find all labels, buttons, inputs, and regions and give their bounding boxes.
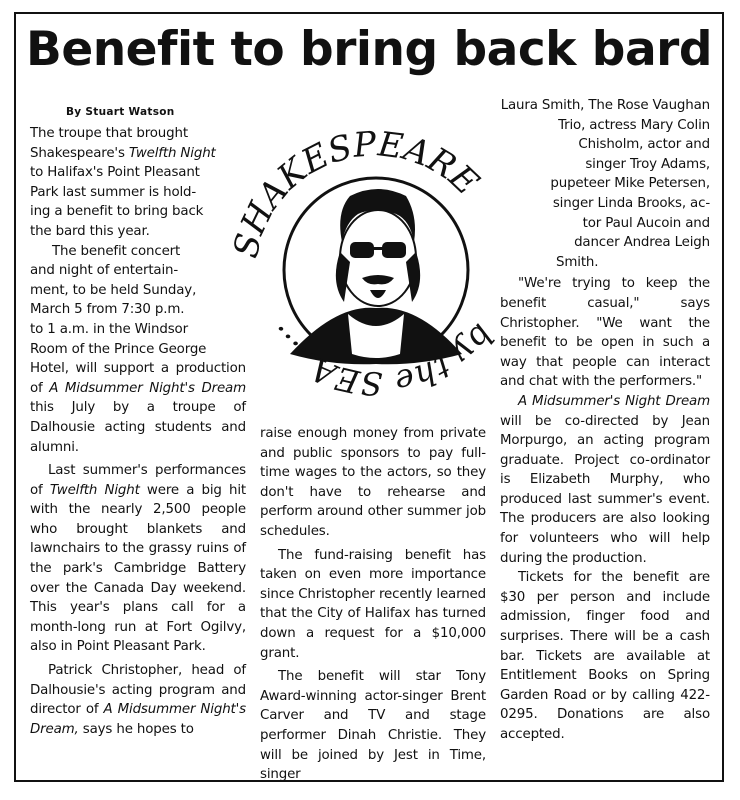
byline: By Stuart Watson <box>66 106 175 118</box>
col3-line: Trio, actress Mary Colin <box>558 117 710 133</box>
col1-paragraph-4: Patrick Christopher, head of Dalhousie's acting program and director of A Midsummer Night's Dream, says he hopes to <box>30 663 246 737</box>
col2-paragraph-1: raise enough money from private and public sponsors to pay full-time wages to the actors, so they don't have to rehearse and perform around other summer job schedules. <box>260 426 486 539</box>
column-2 <box>260 424 486 785</box>
col3-line: singer Linda Brooks, ac- <box>552 195 710 211</box>
col3-line: pupeteer Mike Petersen, <box>550 176 710 192</box>
col3-line: Smith. <box>556 254 599 270</box>
col2-paragraph-2: The fund-raising benefit has taken on even more importance since Christopher recently learned that the City of Halifax has turned down a request for a $10,000 grant. <box>260 547 486 661</box>
col1-paragraph-2-cont: Hotel, will support a production of A Midsummer Night's Dream this July by a troupe of Dalhousie acting students and alumni. <box>30 361 247 455</box>
logo-arc-bottom-text: by the SEA..... <box>256 316 502 403</box>
shakespeare-by-the-sea-logo <box>218 92 528 412</box>
col2-paragraph-3: The benefit will star Tony Award-winning actor-singer Brent Carver and TV and stage performer Dinah Christie. They will be joined by Jest in Time, singer <box>260 669 486 783</box>
shakespeare-portrait <box>290 189 462 364</box>
col3-paragraph-4: Tickets for the benefit are $30 per person and include admission, finger food and surprises. There will be a cash bar. Tickets are available at Entitlement Books on Spring Garden Road or by calling 422-0295. Donations are also accepted. <box>500 570 710 742</box>
col1-paragraph-3: Last summer's performances of Twelfth Night were a big hit with the nearly 2,500 people who brought blankets and lawnchairs to the grassy ruins of the park's Cambridge Battery over the Canada Day weekend. This year's plans call for a month-long run at Fort Ogilvy, also in Point Pleasant Park. <box>30 463 246 655</box>
col3-line: dancer Andrea Leigh <box>574 235 710 251</box>
col1-paragraph-2: The benefit concert <box>52 243 181 259</box>
column-3 <box>500 96 710 745</box>
col1-paragraph-1: The troupe that brought Shakespeare's Twelfth Night to Halifax's Point Pleasant Park last summer is hold- ing a benefit to bring back the bard this year. <box>30 126 216 239</box>
column-1: The troupe that brought Shakespeare's Twelfth Night to Halifax's Point Pleasant Park last summer is hold- ing a benefit to bring back the bard this year. The benefit concert and night of entertain- ment, to be held Sunday, March 5 from 7:30 p.m. to 1 a.m. in the Windsor Room of the Prince George Hotel, will support a production of A Midsummer Night's Dream this July by a troupe of Dalhousie acting students and alumni. Last summer's performances of Twelfth Night were a big hit with the nearly 2,500 people who brought blankets and lawnchairs to the grassy ruins of the park's Cambridge Battery over the Canada Day weekend. This year's plans call for a month-long run at Fort Ogilvy, also in Point Pleasant Park. Patrick Christopher, head of Dalhousie's acting program and director of A Midsummer Night's Dream, says he hopes to <box>30 124 246 739</box>
headline: Benefit to bring back bard <box>26 22 712 77</box>
col3-paragraph-2: "We're trying to keep the benefit casual," says Christopher. "We want the benefit to be open in such a way that people can interact and chat with the performers." <box>500 276 710 390</box>
logo-arc-top-text: SHAKESPEARE <box>225 124 487 262</box>
col3-line: Chisholm, actor and <box>578 137 710 153</box>
col3-line: singer Troy Adams, <box>585 156 710 172</box>
col3-line: Laura Smith, The Rose Vaughan <box>500 98 710 113</box>
col3-line: tor Paul Aucoin and <box>582 215 710 231</box>
col3-paragraph-3: A Midsummer's Night Dream will be co-directed by Jean Morpurgo, an acting program graduate. Project co-ordinator is Elizabeth Murphy, who produced last summer's event. The producers are also looking for volunteers who will help during the production. <box>500 393 710 566</box>
